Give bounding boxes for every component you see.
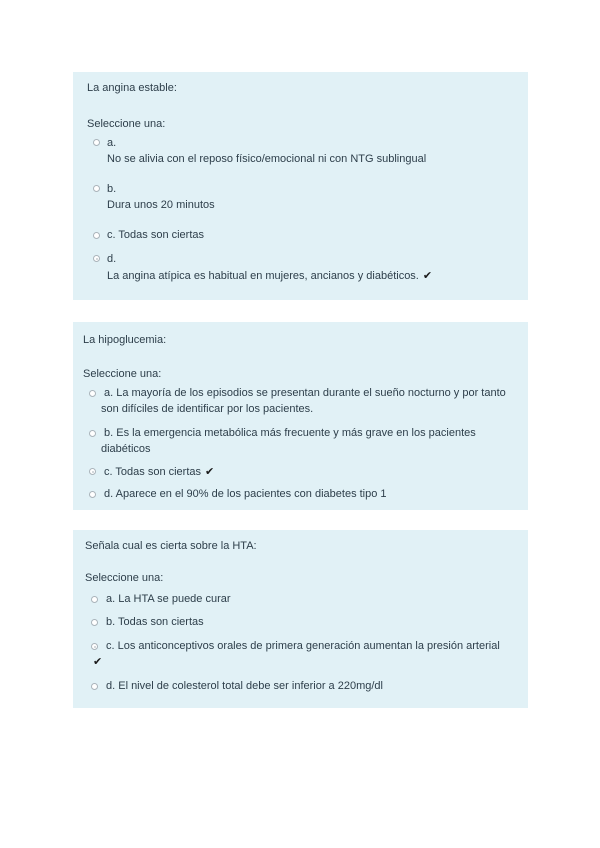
radio-option-c-selected[interactable]: [91, 643, 98, 650]
radio-option-a[interactable]: [89, 390, 96, 397]
question-card-1: [73, 72, 528, 300]
option-text: a. La mayoría de los episodios se presentan durante el sueño nocturno y por tanto: [104, 387, 506, 399]
select-prompt: Seleccione una:: [83, 368, 162, 380]
option-text: No se alivia con el reposo físico/emocional ni con NTG sublingual: [107, 153, 427, 165]
correct-check-icon: ✔: [422, 270, 433, 282]
radio-option-d[interactable]: [89, 491, 96, 498]
correct-check-icon: ✔: [93, 656, 103, 668]
radio-option-b[interactable]: [89, 430, 96, 437]
question-card-2: [73, 322, 528, 510]
option-text: b. Todas son ciertas: [106, 616, 204, 628]
option-text: a. La HTA se puede curar: [106, 593, 231, 605]
option-text-line: [107, 269, 432, 282]
select-prompt: Seleccione una:: [87, 118, 166, 130]
radio-option-d[interactable]: [91, 683, 98, 690]
option-text: diabéticos: [101, 443, 151, 455]
option-letter: b.: [107, 183, 117, 195]
option-text: c. Los anticonceptivos orales de primera generación aumentan la presión arterial: [106, 640, 500, 652]
radio-option-d-selected[interactable]: [93, 255, 100, 262]
option-letter: d.: [107, 253, 117, 265]
question-card-3: [73, 530, 528, 708]
option-text: d. Aparece en el 90% de los pacientes con diabetes tipo 1: [104, 488, 387, 500]
option-text: d. El nivel de colesterol total debe ser inferior a 220mg/dl: [106, 680, 383, 692]
radio-option-a[interactable]: [91, 596, 98, 603]
option-text: La angina atípica es habitual en mujeres, ancianos y diabéticos.: [107, 270, 419, 282]
radio-option-c[interactable]: [93, 232, 100, 239]
select-prompt: Seleccione una:: [85, 572, 164, 584]
option-text: c. Todas son ciertas: [104, 466, 202, 478]
question-text: La hipoglucemia:: [83, 334, 167, 346]
radio-option-c-selected[interactable]: [89, 468, 96, 475]
radio-option-a[interactable]: [93, 139, 100, 146]
question-text: Señala cual es cierta sobre la HTA:: [85, 540, 257, 552]
option-letter: a.: [107, 137, 117, 149]
option-text: c. Todas son ciertas: [107, 229, 205, 241]
radio-option-b[interactable]: [91, 619, 98, 626]
radio-option-b[interactable]: [93, 185, 100, 192]
question-text: La angina estable:: [87, 82, 177, 94]
option-text: b. Es la emergencia metabólica más frecuente y más grave en los pacientes: [104, 427, 476, 439]
option-text-line: [104, 465, 214, 478]
correct-check-icon: ✔: [205, 466, 215, 478]
option-text: son difíciles de identificar por los pacientes.: [101, 403, 314, 415]
option-text: Dura unos 20 minutos: [107, 199, 215, 211]
